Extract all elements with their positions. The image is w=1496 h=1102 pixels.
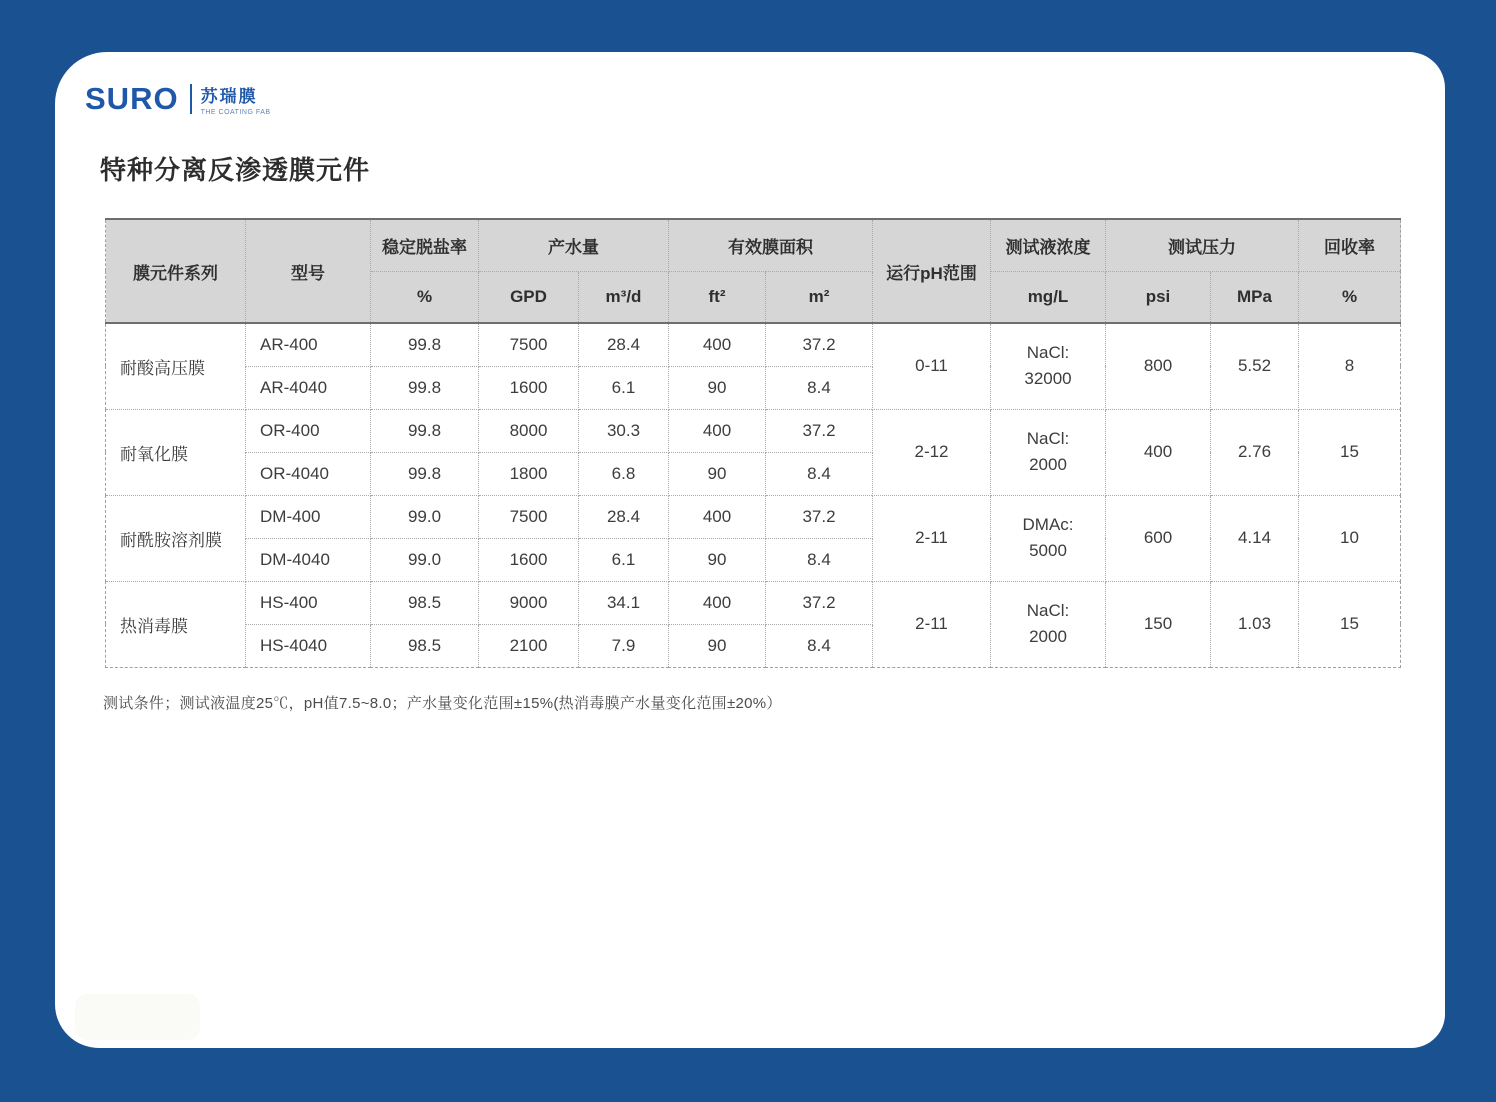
cell-gpd: 9000 (479, 581, 579, 624)
header-area-unit-ft2: ft² (669, 271, 766, 323)
cell-solution-value: 32000 (1024, 369, 1072, 389)
cell-solution-value: 2000 (1029, 627, 1067, 646)
header-area-unit-m2: m² (766, 271, 873, 323)
header-solution: 测试液浓度 (991, 219, 1106, 271)
cell-ft2: 90 (669, 366, 766, 409)
cell-psi: 600 (1106, 495, 1211, 581)
cell-rejection: 99.8 (371, 366, 479, 409)
table-row (106, 495, 1401, 538)
cell-solution-name: NaCl: (1026, 600, 1070, 620)
cell-series: 耐酰胺溶剂膜 (106, 495, 246, 581)
cell-ft2: 400 (669, 581, 766, 624)
cell-gpd: 1800 (479, 452, 579, 495)
cell-m3d: 30.3 (579, 409, 669, 452)
cell-recovery: 15 (1299, 581, 1401, 667)
cell-m2: 37.2 (766, 495, 873, 538)
cell-ph: 0-11 (873, 323, 991, 409)
cell-mpa: 4.14 (1211, 495, 1299, 581)
cell-rejection: 99.8 (371, 452, 479, 495)
cell-recovery: 10 (1299, 495, 1401, 581)
header-flow-unit-m3d: m³/d (579, 271, 669, 323)
cell-mpa: 2.76 (1211, 409, 1299, 495)
cell-ft2: 400 (669, 323, 766, 366)
cell-solution-value: 5000 (1029, 541, 1067, 560)
cell-psi: 400 (1106, 409, 1211, 495)
cell-ft2: 90 (669, 538, 766, 581)
cell-m3d: 6.1 (579, 366, 669, 409)
cell-ph: 2-11 (873, 581, 991, 667)
cell-gpd: 1600 (479, 366, 579, 409)
cell-solution (991, 323, 1106, 409)
cell-model: DM-400 (246, 495, 371, 538)
cell-solution (991, 581, 1106, 667)
header-ph-range: 运行pH范围 (873, 219, 991, 323)
page-title: 特种分离反渗透膜元件 (100, 155, 371, 185)
cell-gpd: 7500 (479, 323, 579, 366)
header-flow: 产水量 (479, 219, 669, 271)
cell-series: 耐氧化膜 (106, 409, 246, 495)
cell-m2: 37.2 (766, 323, 873, 366)
test-conditions-note: 测试条件；测试液温度25℃，pH值7.5~8.0；产水量变化范围±15%(热消毒膜产水量变化范围±20%） (103, 695, 782, 712)
logo-right-block (201, 82, 271, 116)
cell-recovery: 8 (1299, 323, 1401, 409)
table-header-group-row (106, 219, 1401, 271)
cell-rejection: 99.8 (371, 409, 479, 452)
cell-recovery: 15 (1299, 409, 1401, 495)
cell-m3d: 28.4 (579, 495, 669, 538)
cell-solution-value: 2000 (1029, 455, 1067, 474)
cell-ft2: 90 (669, 452, 766, 495)
cell-model: DM-4040 (246, 538, 371, 581)
table-row (106, 323, 1401, 366)
cell-m2: 8.4 (766, 624, 873, 667)
table-row (106, 409, 1401, 452)
cell-m3d: 28.4 (579, 323, 669, 366)
cell-ft2: 400 (669, 409, 766, 452)
logo-subtitle: THE COATING FAB (200, 109, 271, 116)
cell-m3d: 7.9 (579, 624, 669, 667)
cell-series: 耐酸高压膜 (106, 323, 246, 409)
watermark-smudge (75, 994, 200, 1040)
cell-solution-name: NaCl: (1026, 428, 1070, 448)
header-model: 型号 (246, 219, 371, 323)
header-flow-unit-gpd: GPD (479, 271, 579, 323)
header-pressure-unit-mpa: MPa (1211, 271, 1299, 323)
cell-model: OR-400 (246, 409, 371, 452)
cell-ph: 2-11 (873, 495, 991, 581)
cell-series: 热消毒膜 (106, 581, 246, 667)
logo-text: SURO (85, 81, 179, 116)
cell-solution (991, 409, 1106, 495)
cell-rejection: 98.5 (371, 624, 479, 667)
cell-gpd: 8000 (479, 409, 579, 452)
header-recovery-unit: % (1299, 271, 1401, 323)
table-row (106, 581, 1401, 624)
header-series: 膜元件系列 (106, 219, 246, 323)
header-area: 有效膜面积 (669, 219, 873, 271)
cell-rejection: 99.0 (371, 538, 479, 581)
header-recovery: 回收率 (1299, 219, 1401, 271)
logo-chinese-name: 苏瑞膜 (200, 87, 258, 106)
cell-rejection: 99.8 (371, 323, 479, 366)
cell-solution-name: NaCl: (1026, 342, 1070, 362)
header-pressure-unit-psi: psi (1106, 271, 1211, 323)
cell-m2: 8.4 (766, 366, 873, 409)
cell-mpa: 1.03 (1211, 581, 1299, 667)
header-pressure: 测试压力 (1106, 219, 1299, 271)
content-panel (55, 52, 1445, 1048)
cell-rejection: 99.0 (371, 495, 479, 538)
cell-gpd: 7500 (479, 495, 579, 538)
cell-m2: 37.2 (766, 409, 873, 452)
cell-m2: 8.4 (766, 538, 873, 581)
cell-ph: 2-12 (873, 409, 991, 495)
header-rejection: 稳定脱盐率 (371, 219, 479, 271)
cell-m3d: 34.1 (579, 581, 669, 624)
cell-gpd: 2100 (479, 624, 579, 667)
cell-psi: 800 (1106, 323, 1211, 409)
cell-rejection: 98.5 (371, 581, 479, 624)
cell-m2: 37.2 (766, 581, 873, 624)
header-solution-unit: mg/L (991, 271, 1106, 323)
cell-m3d: 6.8 (579, 452, 669, 495)
cell-model: AR-400 (246, 323, 371, 366)
brand-logo (85, 74, 271, 124)
header-rejection-unit: % (371, 271, 479, 323)
cell-gpd: 1600 (479, 538, 579, 581)
cell-ft2: 400 (669, 495, 766, 538)
cell-model: OR-4040 (246, 452, 371, 495)
cell-model: HS-400 (246, 581, 371, 624)
cell-psi: 150 (1106, 581, 1211, 667)
cell-model: HS-4040 (246, 624, 371, 667)
cell-m2: 8.4 (766, 452, 873, 495)
cell-ft2: 90 (669, 624, 766, 667)
cell-solution-name: DMAc: (1022, 514, 1074, 534)
logo-divider (190, 84, 192, 114)
cell-mpa: 5.52 (1211, 323, 1299, 409)
cell-solution (991, 495, 1106, 581)
cell-model: AR-4040 (246, 366, 371, 409)
spec-table (105, 218, 1401, 668)
cell-m3d: 6.1 (579, 538, 669, 581)
